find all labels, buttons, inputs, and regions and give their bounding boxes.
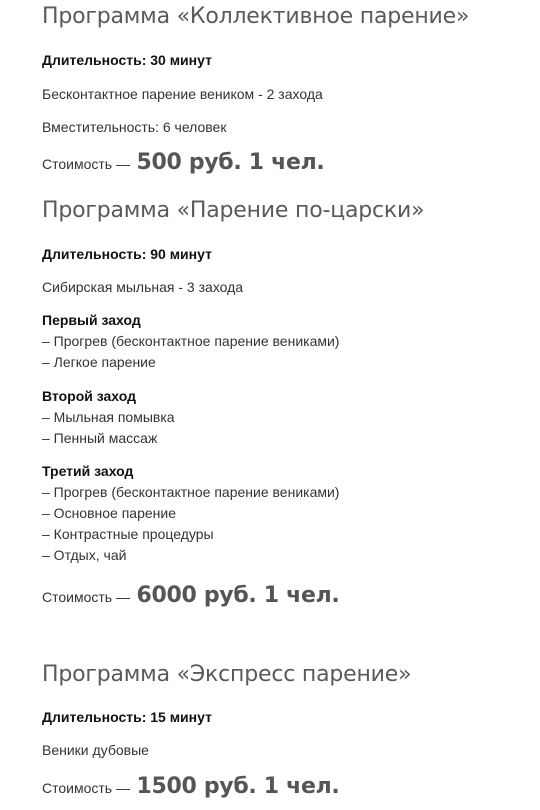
- program-description: Бесконтактное парение веником - 2 захода: [42, 86, 323, 102]
- program-title: Программа «Парение по-царски»: [42, 198, 425, 223]
- program-description: Сибирская мыльная - 3 захода: [42, 279, 244, 295]
- program-title: Программа «Экспресс парение»: [42, 662, 412, 687]
- step-title: Третий заход: [42, 463, 134, 479]
- price-value: 500 руб. 1 чел.: [136, 150, 325, 175]
- program-price: [42, 774, 339, 799]
- program-price: [42, 150, 324, 175]
- step-block-2: [42, 386, 175, 449]
- price-value: 6000 руб. 1 чел.: [136, 583, 340, 608]
- step-item: – Контрастные процедуры: [42, 526, 214, 542]
- step-block-1: [42, 310, 339, 373]
- program-capacity: Вместительность: 6 человек: [42, 119, 227, 135]
- program-title: Программа «Коллективное парение»: [42, 4, 470, 29]
- step-item: – Прогрев (бесконтактное парение вениками): [42, 484, 340, 500]
- step-item: – Прогрев (бесконтактное парение вениками): [42, 333, 340, 349]
- step-item: – Пенный массаж: [42, 430, 158, 446]
- price-label: Стоимость —: [42, 156, 130, 172]
- price-label: Стоимость —: [42, 780, 130, 796]
- program-price: [42, 583, 339, 608]
- program-duration: Длительность: 15 минут: [42, 709, 212, 725]
- step-title: Первый заход: [42, 312, 141, 328]
- step-item: – Легкое парение: [42, 354, 156, 370]
- step-item: – Основное парение: [42, 505, 176, 521]
- step-item: – Мыльная помывка: [42, 409, 175, 425]
- program-description: Веники дубовые: [42, 742, 149, 758]
- step-title: Второй заход: [42, 388, 137, 404]
- program-duration: Длительность: 90 минут: [42, 246, 212, 262]
- program-duration: Длительность: 30 минут: [42, 52, 212, 68]
- step-item: – Отдых, чай: [42, 547, 127, 563]
- step-block-3: [42, 461, 339, 566]
- price-value: 1500 руб. 1 чел.: [136, 774, 340, 799]
- price-label: Стоимость —: [42, 589, 130, 605]
